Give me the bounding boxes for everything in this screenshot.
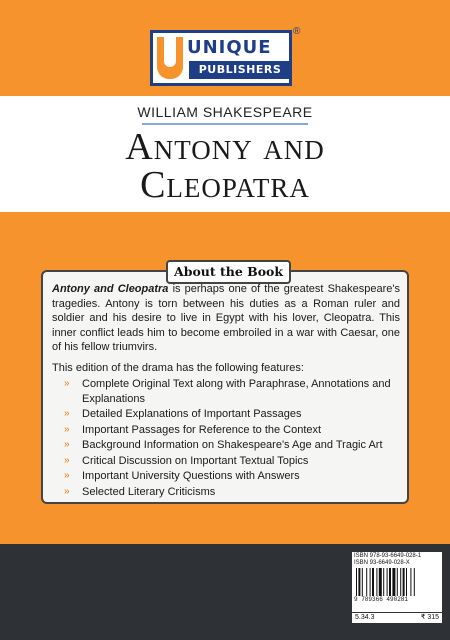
book-title [0,128,450,204]
para-book-title: Antony and Cleopatra [52,283,169,295]
list-item: » Important University Questions with Answers [64,470,300,482]
barcode-bars [356,568,438,596]
logo-subtitle: PUBLISHERS [189,61,291,79]
list-item: » Important Passages for Reference to the Context [64,423,322,436]
registered-mark: ® [293,26,301,37]
list-item: » Complete Original Text along with Paraphrase, Annotations and Explanations [64,378,391,405]
logo-name: UNIQUE [187,37,272,58]
double-arrow-icon: » [64,378,70,389]
double-arrow-icon: » [64,470,70,481]
features-intro: This edition of the drama has the following features: [52,361,304,374]
list-item: » Background Information on Shakespeare's Age and Tragic Art [64,439,383,451]
product-code: 5.34.3 [355,614,375,621]
price: ₹ 315 [420,614,439,621]
isbn-10: ISBN 93-6649-028-X [354,560,410,566]
list-item: » Selected Literary Criticisms [64,485,216,498]
list-item: » Detailed Explanations of Important Passages [64,408,302,420]
double-arrow-icon: » [64,408,70,419]
barcode [352,552,442,612]
features-list [52,377,400,499]
double-arrow-icon: » [64,485,70,497]
author-underline [142,123,308,125]
publisher-logo [150,30,292,86]
author-name: WILLIAM SHAKESPEARE [137,104,313,120]
para-text: is perhaps one of the greatest Shakespeare's tragedies. Antony is torn between his duties as a Roman ruler and soldier and his desire to live in Egypt with his lover, Cleopatra. This inner conflict leads him to become embroiled in a war with Caesar, one of his fellow triumvirs. [52,283,401,353]
double-arrow-icon: » [64,439,70,450]
logo-u-icon [157,37,183,79]
double-arrow-icon: » [64,423,70,435]
title-line-2: Cleopatra [140,164,310,206]
barcode-number: 9 789366 490281 [354,596,409,603]
about-paragraph [52,282,400,355]
double-arrow-icon: » [64,454,70,466]
price-row [352,612,442,623]
about-heading: About the Book [166,260,291,284]
isbn-13: ISBN 978-93-6649-028-1 [354,553,422,559]
about-content [52,282,400,500]
list-item: » Critical Discussion on Important Textual Topics [64,454,309,467]
title-line-1: Antony and [125,126,325,168]
